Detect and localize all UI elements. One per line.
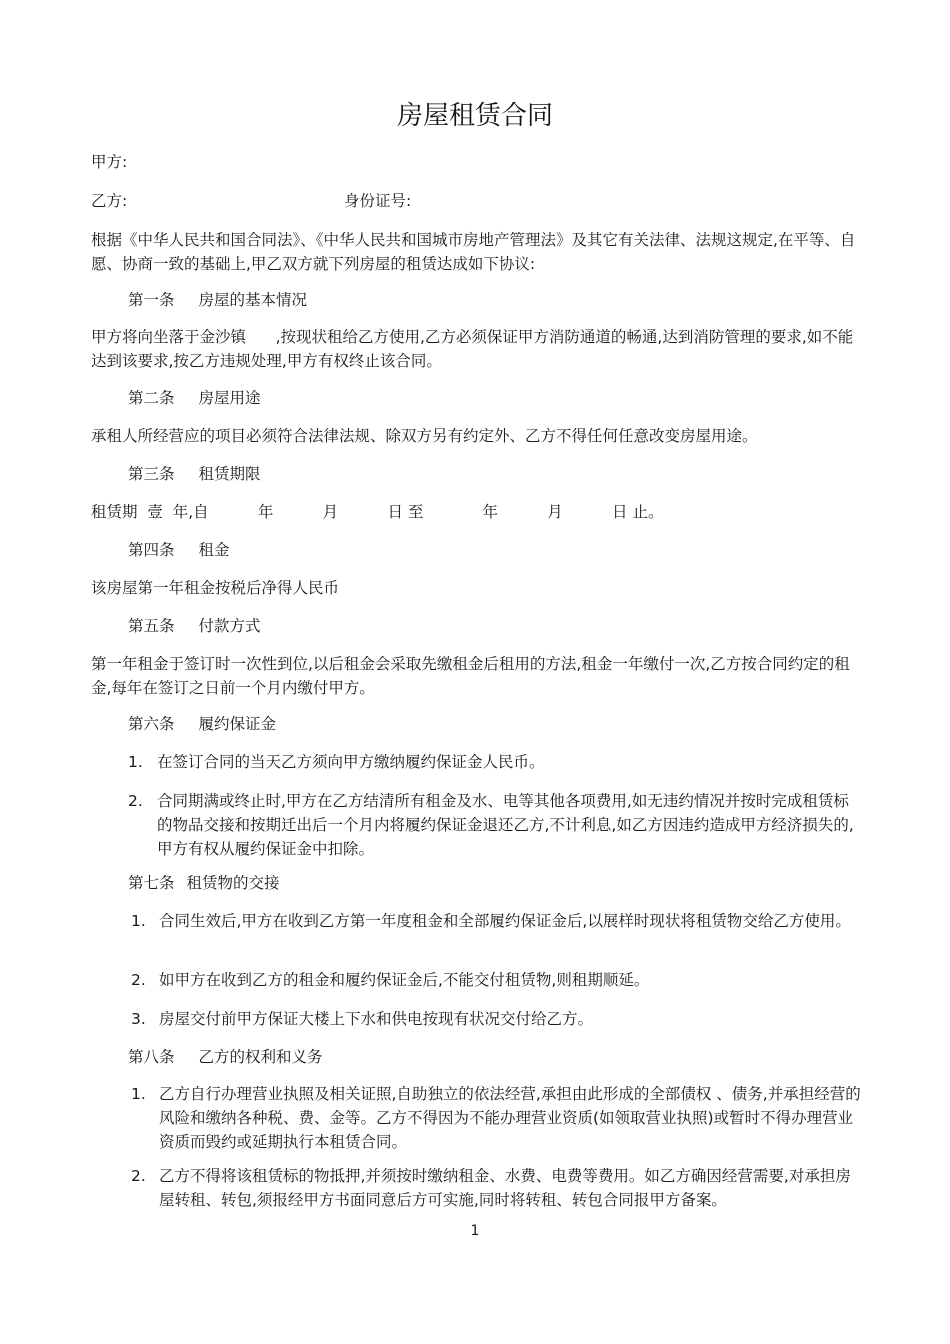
article-1-number: 第一条	[128, 291, 175, 309]
list-item-number: 2.	[131, 1167, 146, 1185]
list-item-text: 房屋交付前甲方保证大楼上下水和供电按现有状况交付给乙方。	[159, 1010, 594, 1028]
article-8-heading	[128, 1045, 323, 1069]
list-item-text: 合同生效后,甲方在收到乙方第一年度租金和全部履约保证金后,以展样时现状将租赁物交给乙方使用。	[159, 912, 851, 930]
list-item-number: 1.	[131, 912, 146, 930]
list-item-number: 1.	[128, 753, 143, 771]
article-1-body: 甲方将向坐落于金沙镇 ,按现状租给乙方使用,乙方必须保证甲方消防通道的畅通,达到消防管理的要求,如不能达到该要求,按乙方违规处理,甲方有权终止该合同。	[91, 328, 854, 370]
article-5-number: 第五条	[128, 617, 175, 635]
article-7-title: 租赁物的交接	[186, 874, 280, 892]
article-2-body: 承租人所经营应的项目必须符合法律法规、除双方另有约定外、乙方不得任何任意改变房屋用途。	[91, 427, 758, 445]
article-4-heading	[128, 538, 230, 562]
article-6-title: 履约保证金	[198, 715, 277, 733]
article-6-heading	[128, 712, 276, 736]
list-item	[128, 968, 863, 992]
list-item	[128, 789, 863, 861]
article-2-title: 房屋用途	[198, 389, 261, 407]
article-3-heading	[128, 462, 261, 486]
party-b-label: 乙方:	[91, 192, 128, 210]
list-item	[128, 1082, 863, 1154]
party-b-line	[91, 189, 861, 213]
list-item-number: 2.	[128, 792, 143, 810]
list-item-number: 3.	[131, 1010, 146, 1028]
article-7-heading	[128, 871, 280, 895]
article-8-number: 第八条	[128, 1048, 175, 1066]
list-item	[128, 909, 863, 957]
article-4-number: 第四条	[128, 541, 175, 559]
article-6-number: 第六条	[128, 715, 175, 733]
article-1-title: 房屋的基本情况	[198, 291, 308, 309]
article-3-title: 租赁期限	[198, 465, 261, 483]
party-a-label: 甲方:	[91, 153, 128, 171]
list-item-text: 乙方自行办理营业执照及相关证照,自助独立的依法经营,承担由此形成的全部债权 、债务,并承担经营的风险和缴纳各种税、费、金等。乙方不得因为不能办理营业资质(如领取营业执照)或暂时不得办理营业资质而毁约或延期执行本租赁合同。	[159, 1085, 861, 1151]
preamble: 根据《中华人民共和国合同法》、《中华人民共和国城市房地产管理法》及其它有关法律、法规这规定,在平等、自愿、协商一致的基础上,甲乙双方就下列房屋的租赁达成如下协议:	[91, 231, 856, 273]
article-8-title: 乙方的权利和义务	[198, 1048, 323, 1066]
list-item-text: 合同期满或终止时,甲方在乙方结清所有租金及水、电等其他各项费用,如无违约情况并按时完成租赁标的物品交接和按期迁出后一个月内将履约保证金退还乙方,不计利息,如乙方因违约造成甲方经济损失的,甲方有权从履约保证金中扣除。	[157, 792, 854, 858]
article-1-heading	[128, 288, 307, 312]
id-number-label: 身份证号:	[344, 192, 412, 210]
article-4-title: 租金	[198, 541, 230, 559]
list-item-number: 1.	[131, 1085, 146, 1103]
list-item-text: 乙方不得将该租赁标的物抵押,并须按时缴纳租金、水费、电费等费用。如乙方确因经营需要,对承担房屋转租、转包,须报经甲方书面同意后方可实施,同时将转租、转包合同报甲方备案。	[159, 1167, 851, 1209]
list-item	[128, 1164, 863, 1212]
document-title: 房屋租赁合同	[396, 101, 553, 131]
list-item-number: 2.	[131, 971, 146, 989]
list-item-text: 在签订合同的当天乙方须向甲方缴纳履约保证金人民币。	[157, 753, 545, 771]
article-2-number: 第二条	[128, 389, 175, 407]
article-2-heading	[128, 386, 261, 410]
article-3-body: 租赁期 壹 年,自 年 月 日 至 年 月 日 止。	[91, 503, 664, 521]
article-3-number: 第三条	[128, 465, 175, 483]
list-item	[128, 1007, 863, 1031]
page-number: 1	[470, 1223, 480, 1239]
article-4-body: 该房屋第一年租金按税后净得人民币	[91, 579, 340, 597]
article-5-title: 付款方式	[198, 617, 261, 635]
article-7-number: 第七条	[128, 874, 175, 892]
article-5-heading	[128, 614, 261, 638]
list-item-text: 如甲方在收到乙方的租金和履约保证金后,不能交付租赁物,则租期顺延。	[159, 971, 650, 989]
article-5-body: 第一年租金于签订时一次性到位,以后租金会采取先缴租金后租用的方法,租金一年缴付一次,乙方按合同约定的租金,每年在签订之日前一个月内缴付甲方。	[91, 655, 850, 697]
list-item	[128, 750, 863, 774]
